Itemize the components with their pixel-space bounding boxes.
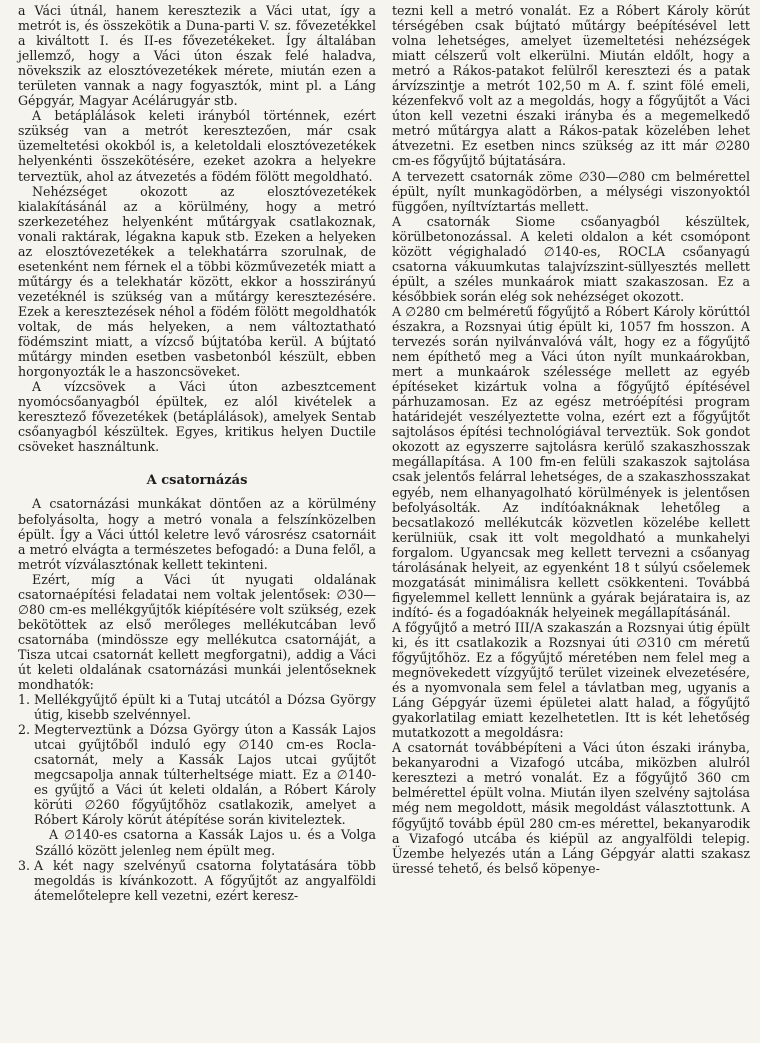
paragraph: A csatornát továbbépíteni a Váci úton északi irányba, bekanyarodni a Vizafogó utcába, miközben alulról keresztezi a metró vonalát. Ez a főgyűjtő 360 cm belmérettel épült volna. Miután ilyen szelvény sajtolása még nem megoldott, másik megoldást választottunk. A főgyűjtő tovább épül 280 cm-es mérettel, bekanyarodik a Vizafogó utcába és kiépül az angyalföldi telepig. Üzembe helyezés után a Láng Gépgyár alatti szakasz üressé tehető, és belső köpenye- <box>392 740 750 876</box>
paragraph: A csatornázási munkákat döntően az a körülmény befolyásolta, hogy a metró vonala a felszínközelben épült. Így a Váci úttól keletre levő városrész csatornáit a metró elvágta a természetes befogadó: a Duna felől, a metrót vízválasztónak kellett tekinteni. <box>18 496 376 572</box>
list-item <box>18 722 376 827</box>
paragraph: a Váci útnál, hanem keresztezik a Váci utat, így a metrót is, és összekötik a Duna-parti V. sz. fővezetékkel a kiváltott I. és II-es fővezetékeket. Így általában jellemző, hogy a Váci úton észak felé haladva, növekszik az elosztóvezetékek mérete, miután ezen a területen vannak a nagy fogyasztók, mint pl. a Láng Gépgyár, Magyar Acélárugyár stb. <box>18 3 376 109</box>
list-text: A két nagy szelvényű csatorna folytatására több megoldás is kívánkozott. A főgyűjtőt az angyalföldi átemelőtelepre kell vezetni, ezért keresz- <box>34 857 376 903</box>
right-column <box>392 3 750 1043</box>
list-text: Mellékgyűjtő épült ki a Tutaj utcától a Dózsa György útig, kisebb szelvénnyel. <box>34 692 376 723</box>
list-number: 2. <box>18 722 31 738</box>
paragraph: A tervezett csatornák zöme ∅30—∅80 cm belmérettel épült, nyílt munkagödörben, a mélységi viszonyoktól függően, nyíltvíztartás mellett. <box>392 168 750 214</box>
list-text: Megterveztünk a Dózsa György úton a Kassák Lajos utcai gyűjtőből induló egy ∅140 cm-es Rocla-csatornát, mely a Kassák Lajos utcai gyűjtőt megcsapolja annak túlterheltsége miatt. Ez a ∅140-es gyűjtő a Váci út keleti oldalán, a Róbert Károly körúti ∅260 főgyűjtőhöz csatlakozik, amelyet a Róbert Károly körút átépítése során kiviteleztek. <box>34 722 376 828</box>
list-subparagraph: A ∅140-es csatorna a Kassák Lajos u. és a Volga Szálló között jelenleg nem épült meg. <box>35 827 376 858</box>
paragraph: A ∅280 cm belméretű főgyűjtő a Róbert Károly körúttól északra, a Rozsnyai útig épült ki, 1057 fm hosszon. A tervezés során nyilvánvalóvá vált, hogy ez a főgyűjtő nem építhető meg a Váci úton nyílt munkaárokban, mert a munkaárok szélessége mellett az egyéb építéseket kizártuk volna a főgyűjtő építésével párhuzamosan. Ez az egész metróépítési program határidejét veszélyeztette volna, ezért ezt a főgyűjtőt sajtolásos építési technológiával terveztük. Sok gondot okozott az egyszerre sajtolásra kerülő szakaszhosszak megállapítása. A 100 fm-en felüli szakaszok sajtolása csak jelentős felárral lehetséges, de a szakaszhosszakat egyéb, nem elhanyagolható körülmények is jelentősen befolyásolták. Az indítóaknáknak lehetőleg a becsatlakozó mellékutcák közvetlen közelébe kellett kerülniük, csak itt volt megoldható a munkahelyi forgalom. Ugyancsak meg kellett tervezni a csőanyag tárolásának helyeit, az egyenként 18 t súlyú csőelemek mozgatását minimálisra kellett csökkenteni. Továbbá figyelemmel kellett lennünk a gyárak bejárataira is, az indító- és a fogadóaknák helyeinek megállapításánál. <box>392 303 750 620</box>
list-number: 1. <box>18 692 31 708</box>
list-item <box>18 858 376 903</box>
section-heading: A csatornázás <box>146 473 248 489</box>
list-number: 3. <box>18 857 31 873</box>
paragraph: A betáplálások keleti irányból történnek, ezért szükség van a metrót keresztezően, már csak üzemeltetési okokból is, a keletoldali elosztóvezetékek helyenkénti összekötésére, ezeket azokra a helyekre terveztük, ahol az átvezetés a födém fölött megoldható. <box>18 108 376 184</box>
list-item <box>18 692 376 722</box>
paragraph: tezni kell a metró vonalát. Ez a Róbert Károly körút térségében csak bújtató műtárgy beépítésével lett volna lehetséges, amelyet üzemeltetési nehézségek miatt célszerű volt elkerülni. Miután eldőlt, hogy a metró a Rákos-patakot felülről keresztezi és a patak árvízszintje a metrót 102,50 m A. f. szint fölé emeli, kézenfekvő volt az a megoldás, hogy a főgyűjtőt a Váci úton kell vezetni északi irányba és a megemelkedő metró műtárgya alatt a Rákos-patak közelében lehet átvezetni. Ez esetben nincs szükség az itt már ∅280 cm-es főgyűjtő bújtatására. <box>392 3 750 169</box>
paragraph: Ezért, míg a Váci út nyugati oldalának csatornaépítési feladatai nem voltak jelentősek: ∅30—∅80 cm-es mellékgyűjtők kiépítésére volt szükség, ezek bekötöttek az első merőleges mellékutcában levő csatornába (mindössze egy mellékutca csatornáját, a Tisza utcai csatornát kellett megforgatni), addig a Váci út keleti oldalának csatornázási munkái jelentőseknek mondhatók: <box>18 571 376 693</box>
paragraph: A csatornák Siome csőanyagból készültek, körülbetonozással. A keleti oldalon a két csomópont között végighaladó ∅140-es, ROCLA csőanyagú csatorna vákuumkutas talajvízszint-süllyesztés mellett épült, a széles munkaárok miatt szakaszosan. Ez a későbbiek során elég sok nehézséget okozott. <box>392 213 750 304</box>
paragraph: A főgyűjtő a metró III/A szakaszán a Rozsnyai útig épült ki, és itt csatlakozik a Rozsnyai úti ∅310 cm méretű főgyűjtőhöz. Ez a főgyűjtő méretében nem felel meg a megnövekedett vízgyűjtő terület vizeinek elvezetésére, és a nyomvonala sem felel a távlatban meg, ugyanis a Láng Gépgyár üzemi épületei alatt halad, a főgyűjtő gyakorlatilag emiatt kezelhetetlen. Itt is két lehetőség mutatkozott a megoldásra: <box>392 619 750 741</box>
paragraph: A vízcsövek a Váci úton azbesztcement nyomócsőanyagból épültek, ez alól kivételek a keresztező fővezetékek (betáplálások), amelyek Sentab csőanyagból készültek. Egyes, kritikus helyen Ductile csöveket használtunk. <box>18 379 376 455</box>
left-column <box>18 3 376 1043</box>
paragraph: Nehézséget okozott az elosztóvezetékek kialakításánál az a körülmény, hogy a metró szerkezetéhez helyenként műtárgyak csatlakoznak, vonali raktárak, légakna kapuk stb. Ezeken a helyeken az elosztóvezetékek a telekhatárra szorulnak, de esetenként nem férnek el a többi közművezeték miatt a műtárgy és a telekhatár között, ekkor a hosszirányú vezetéknél is szükség van a műtárgy keresztezésére. Ezek a keresztezések néhol a födém fölött megoldhatók voltak, de más helyeken, a nem változtatható födémszint miatt, a vízcső bújtatóba kerül. A bújtató műtárgy minden esetben vasbetonból készült, ebben horgonyozták le a haszoncsöveket. <box>18 183 376 380</box>
